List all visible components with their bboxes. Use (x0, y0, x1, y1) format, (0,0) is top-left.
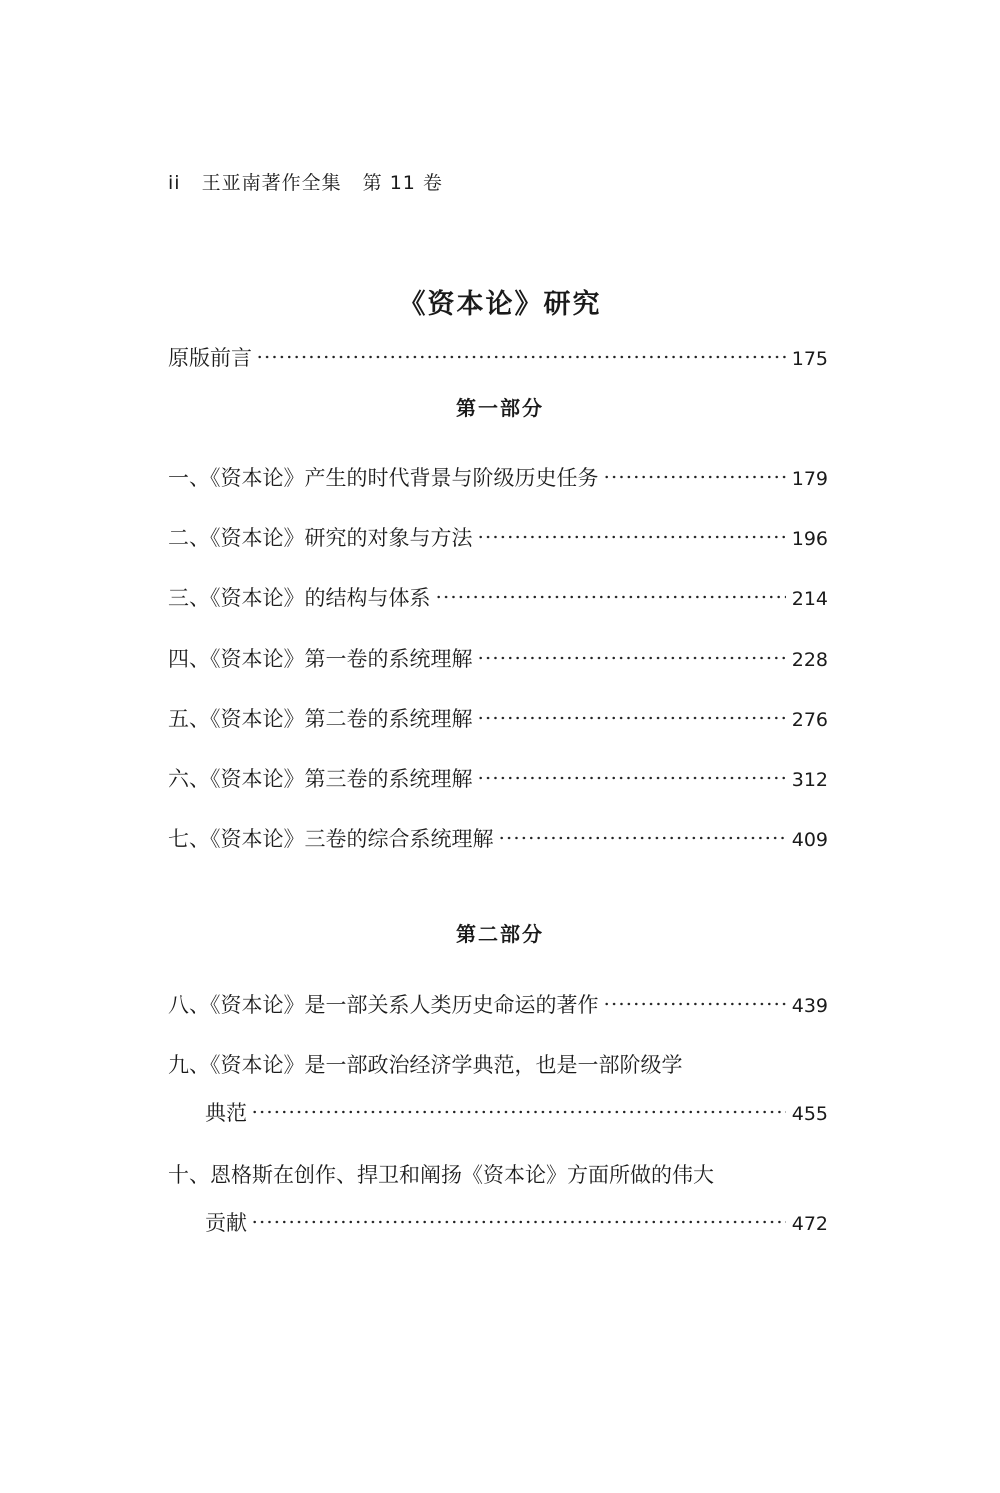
toc-entry-title-line2: 典范 (205, 1101, 247, 1125)
toc-entry-page: 439 (791, 995, 828, 1017)
toc-entry-title: 三、《资本论》的结构与体系 (168, 586, 431, 610)
leader-dots (603, 1002, 786, 1006)
toc-entry-title: 六、《资本论》第三卷的系统理解 (168, 767, 473, 791)
toc-entry[interactable] (168, 582, 828, 612)
toc-entry-title-line2: 贡献 (205, 1211, 247, 1235)
toc-entry[interactable] (168, 763, 828, 793)
leader-dots (251, 1220, 786, 1224)
toc-entry-title: 七、《资本论》三卷的综合系统理解 (168, 827, 494, 851)
leader-dots (477, 716, 786, 720)
toc-entry[interactable] (205, 1097, 828, 1127)
leader-dots (256, 355, 786, 359)
toc-entry[interactable] (168, 522, 828, 552)
leader-dots (477, 535, 786, 539)
toc-entry-title: 五、《资本论》第二卷的系统理解 (168, 707, 473, 731)
toc-entry[interactable] (168, 643, 828, 673)
toc-entry[interactable] (205, 1207, 828, 1237)
toc-entry[interactable] (168, 823, 828, 853)
toc-entry-page: 214 (791, 588, 828, 610)
toc-entry-page: 472 (791, 1213, 828, 1235)
leader-dots (251, 1110, 786, 1114)
toc-entry-page: 175 (791, 348, 828, 370)
leader-dots (477, 776, 786, 780)
toc-entry[interactable] (168, 462, 828, 492)
toc-entry-page: 409 (791, 829, 828, 851)
toc-entry-page: 179 (791, 468, 828, 490)
toc-entry-title: 二、《资本论》研究的对象与方法 (168, 526, 473, 550)
book-title: 王亚南著作全集 (201, 172, 342, 194)
page-number: ii (168, 172, 181, 194)
toc-entry-page: 276 (791, 709, 828, 731)
section-title: 《资本论》研究 (398, 289, 602, 320)
toc-entry[interactable] (168, 703, 828, 733)
leader-dots (435, 595, 786, 599)
leader-dots (498, 836, 786, 840)
part-heading-2: 第二部分 (456, 922, 544, 946)
toc-entry[interactable] (168, 989, 828, 1019)
part-heading-1: 第一部分 (456, 396, 544, 420)
toc-entry-preface[interactable] (168, 342, 828, 372)
toc-entry-page: 228 (791, 649, 828, 671)
toc-entry-title: 一、《资本论》产生的时代背景与阶级历史任务 (168, 466, 599, 490)
toc-entry-page: 196 (791, 528, 828, 550)
leader-dots (603, 475, 786, 479)
toc-entry-title-line1[interactable]: 十、恩格斯在创作、捍卫和阐扬《资本论》方面所做的伟大 (168, 1163, 714, 1187)
volume-label: 第 11 卷 (362, 172, 443, 194)
toc-entry-title: 原版前言 (168, 346, 252, 370)
running-head (168, 168, 443, 195)
toc-entry-page: 455 (791, 1103, 828, 1125)
toc-entry-page: 312 (791, 769, 828, 791)
toc-entry-title: 四、《资本论》第一卷的系统理解 (168, 647, 473, 671)
toc-entry-title-line1[interactable]: 九、《资本论》是一部政治经济学典范，也是一部阶级学 (168, 1053, 683, 1077)
toc-entry-title: 八、《资本论》是一部关系人类历史命运的著作 (168, 993, 599, 1017)
leader-dots (477, 656, 786, 660)
